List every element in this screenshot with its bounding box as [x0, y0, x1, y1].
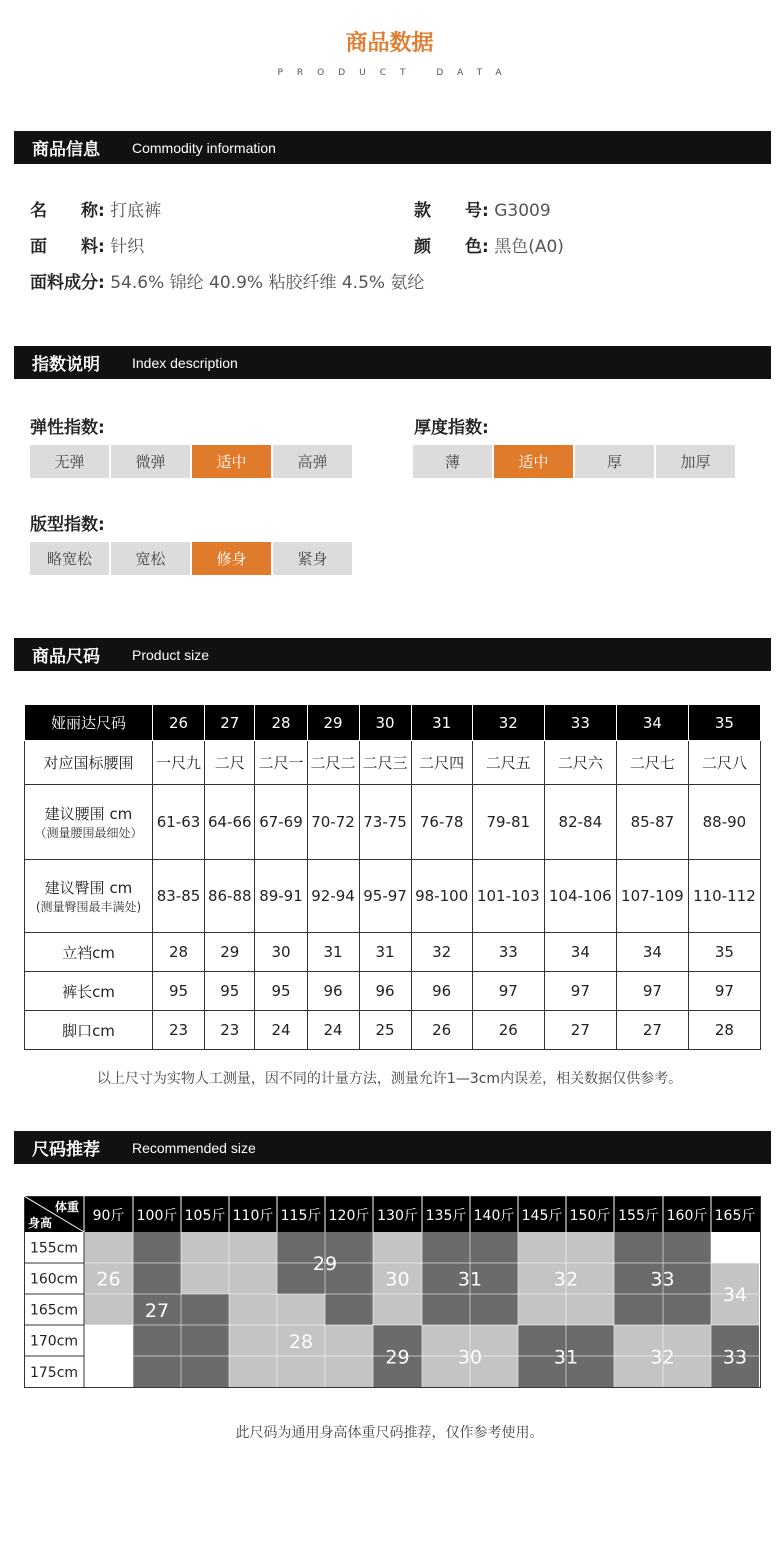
size-cell: 96 — [411, 972, 472, 1011]
weight-header: 90斤 — [92, 1208, 125, 1224]
size-row-label-text: 立裆cm — [62, 943, 115, 962]
size-cell: 79-81 — [472, 785, 544, 860]
size-cell: 27 — [616, 1011, 688, 1050]
region-size-label: 32 — [553, 1268, 579, 1291]
size-cell: 98-100 — [411, 860, 472, 933]
size-cell: 83-85 — [153, 860, 205, 933]
region-size-label: 34 — [722, 1284, 748, 1306]
size-cell: 23 — [205, 1011, 255, 1050]
size-header-cell: 30 — [359, 705, 411, 741]
info-model-label: 款 号: — [414, 201, 489, 221]
size-cell: 二尺五 — [472, 741, 544, 785]
thickness-index-label: 厚度指数: — [414, 418, 489, 438]
size-cell: 34 — [616, 933, 688, 972]
info-color-label: 颜 色: — [414, 237, 489, 257]
corner-weight-label: 体重 — [54, 1200, 80, 1214]
region-size-label: 33 — [722, 1346, 748, 1369]
size-cell: 97 — [616, 972, 688, 1011]
region-size-label: 31 — [553, 1346, 579, 1369]
size-cell: 二尺三 — [359, 741, 411, 785]
info-composition-value: 54.6% 锦纶 40.9% 粘胶纤维 4.5% 氨纶 — [110, 273, 425, 293]
fit-option: 略宽松 — [30, 542, 109, 575]
size-cell: 85-87 — [616, 785, 688, 860]
fit-scale — [30, 542, 352, 575]
size-cell: 26 — [472, 1011, 544, 1050]
info-name-value: 打底裤 — [110, 201, 162, 221]
size-cell: 96 — [307, 972, 359, 1011]
size-cell: 110-112 — [688, 860, 760, 933]
size-cell: 67-69 — [255, 785, 307, 860]
recommend-region — [325, 1294, 373, 1325]
size-cell: 95 — [205, 972, 255, 1011]
size-cell: 107-109 — [616, 860, 688, 933]
fit-option: 宽松 — [111, 542, 190, 575]
weight-header: 155斤 — [618, 1208, 659, 1224]
section-title-en: Recommended size — [132, 1139, 256, 1156]
weight-header: 160斤 — [666, 1208, 708, 1224]
size-header-cell: 35 — [688, 705, 760, 741]
section-bar-info — [14, 131, 771, 164]
size-cell: 24 — [255, 1011, 307, 1050]
size-cell: 29 — [205, 933, 255, 972]
size-cell: 23 — [153, 1011, 205, 1050]
size-cell: 28 — [153, 933, 205, 972]
page-subtitle: PRODUCT DATA — [277, 68, 516, 78]
section-title-zh: 尺码推荐 — [32, 1140, 100, 1160]
size-cell: 一尺九 — [153, 741, 205, 785]
size-table-note: 以上尺寸为实物人工测量，因不同的计量方法，测量允许1—3cm内误差，相关数据仅供参考。 — [96, 1071, 683, 1087]
info-color — [414, 232, 564, 257]
region-size-label: 29 — [312, 1253, 338, 1275]
size-cell: 82-84 — [544, 785, 616, 860]
info-model — [414, 196, 551, 221]
region-size-label: 31 — [457, 1268, 483, 1291]
height-label: 175cm — [29, 1365, 79, 1381]
size-cell: 34 — [544, 933, 616, 972]
size-cell: 二尺七 — [616, 741, 688, 785]
weight-header: 150斤 — [569, 1208, 611, 1224]
size-cell: 89-91 — [255, 860, 307, 933]
weight-header: 105斤 — [184, 1208, 226, 1224]
size-cell: 26 — [411, 1011, 472, 1050]
section-title-en: Product size — [132, 646, 210, 663]
thickness-option: 适中 — [494, 445, 573, 478]
weight-header: 135斤 — [425, 1208, 467, 1224]
size-cell: 70-72 — [307, 785, 359, 860]
size-cell: 32 — [411, 933, 472, 972]
size-row-label — [25, 1011, 153, 1050]
weight-header: 110斤 — [232, 1208, 274, 1224]
size-cell: 28 — [688, 1011, 760, 1050]
size-table-header — [25, 705, 761, 741]
size-cell: 104-106 — [544, 860, 616, 933]
size-header-cell: 32 — [472, 705, 544, 741]
elastic-scale — [30, 445, 352, 478]
size-cell: 31 — [359, 933, 411, 972]
size-cell: 61-63 — [153, 785, 205, 860]
size-cell: 二尺二 — [307, 741, 359, 785]
section-title-zh: 商品信息 — [32, 140, 100, 160]
size-table — [24, 704, 761, 1050]
size-cell: 二尺四 — [411, 741, 472, 785]
size-cell: 97 — [544, 972, 616, 1011]
size-cell: 二尺一 — [255, 741, 307, 785]
size-row-label-text: 脚口cm — [62, 1021, 115, 1040]
section-bar-index — [14, 346, 771, 379]
info-fabric — [30, 232, 144, 257]
thickness-option: 加厚 — [656, 445, 735, 478]
info-name-label: 名 称: — [30, 201, 105, 221]
table-row — [25, 785, 761, 860]
height-label: 170cm — [29, 1333, 79, 1350]
table-row — [25, 860, 761, 933]
size-header-cell: 29 — [307, 705, 359, 741]
size-cell: 97 — [472, 972, 544, 1011]
thickness-option: 薄 — [413, 445, 492, 478]
elastic-option: 无弹 — [30, 445, 109, 478]
info-fabric-value: 针织 — [110, 237, 145, 257]
elastic-option: 高弹 — [273, 445, 352, 478]
fit-option: 修身 — [192, 542, 271, 575]
region-size-label: 26 — [96, 1268, 121, 1291]
size-row-label — [25, 933, 153, 972]
size-header-cell: 28 — [255, 705, 307, 741]
size-row-label-text: 建议腰围 cm — [44, 805, 133, 823]
region-size-label: 30 — [457, 1346, 483, 1369]
recommend-note: 此尺码为通用身高体重尺码推荐，仅作参考使用。 — [235, 1425, 544, 1441]
region-size-label: 33 — [650, 1268, 675, 1291]
table-row — [25, 1011, 761, 1050]
table-row — [25, 933, 761, 972]
size-cell: 31 — [307, 933, 359, 972]
size-cell: 97 — [688, 972, 760, 1011]
size-header-cell: 33 — [544, 705, 616, 741]
size-cell: 92-94 — [307, 860, 359, 933]
region-size-label: 29 — [385, 1346, 410, 1369]
size-row-label — [25, 741, 153, 785]
weight-header: 115斤 — [280, 1208, 322, 1224]
size-header-label: 娅丽达尺码 — [25, 705, 153, 741]
size-row-label-text: 裤长cm — [62, 982, 115, 1001]
height-label: 160cm — [29, 1271, 79, 1288]
thickness-option: 厚 — [575, 445, 654, 478]
size-row-label — [25, 785, 153, 860]
size-row-label — [25, 860, 153, 933]
height-label: 155cm — [29, 1240, 79, 1257]
section-title-en: Commodity information — [132, 139, 276, 156]
size-row-label-text: 对应国标腰围 — [43, 754, 134, 772]
size-cell: 64-66 — [205, 785, 255, 860]
corner-height-label: 身高 — [27, 1216, 53, 1230]
region-size-label: 28 — [288, 1331, 314, 1353]
size-cell: 95-97 — [359, 860, 411, 933]
fit-option: 紧身 — [273, 542, 352, 575]
size-cell: 101-103 — [472, 860, 544, 933]
elastic-option: 微弹 — [111, 445, 190, 478]
table-row — [25, 741, 761, 785]
size-cell: 96 — [359, 972, 411, 1011]
info-color-value: 黑色(A0) — [494, 237, 564, 257]
info-composition-label: 面料成分: — [30, 273, 105, 293]
size-cell: 二尺八 — [688, 741, 760, 785]
weight-header: 100斤 — [136, 1208, 178, 1224]
size-cell: 二尺六 — [544, 741, 616, 785]
thickness-scale — [413, 445, 735, 478]
weight-header: 145斤 — [521, 1208, 563, 1224]
size-cell: 二尺 — [205, 741, 255, 785]
info-name — [30, 196, 161, 221]
info-model-value: G3009 — [494, 201, 551, 221]
table-row — [25, 972, 761, 1011]
size-cell: 33 — [472, 933, 544, 972]
info-composition — [30, 268, 424, 293]
size-recommend-grid — [24, 1196, 761, 1388]
size-cell: 25 — [359, 1011, 411, 1050]
section-title-zh: 指数说明 — [32, 355, 100, 375]
size-cell: 35 — [688, 933, 760, 972]
elastic-option: 适中 — [192, 445, 271, 478]
size-row-note: (测量臀围最丰满处) — [35, 900, 142, 914]
info-fabric-label: 面 料: — [30, 237, 105, 257]
height-label: 165cm — [29, 1302, 79, 1319]
size-cell: 73-75 — [359, 785, 411, 860]
page-title: 商品数据 — [345, 31, 434, 56]
region-size-label: 32 — [650, 1346, 675, 1369]
size-cell: 24 — [307, 1011, 359, 1050]
size-cell: 95 — [255, 972, 307, 1011]
section-title-zh: 商品尺码 — [32, 647, 100, 667]
size-header-cell: 27 — [205, 705, 255, 741]
region-size-label: 27 — [144, 1300, 170, 1322]
fit-index-label: 版型指数: — [30, 515, 105, 535]
weight-header: 140斤 — [473, 1208, 515, 1224]
elastic-index-label: 弹性指数: — [30, 418, 105, 438]
size-row-label-text: 建议臀围 cm — [44, 879, 133, 897]
size-cell: 86-88 — [205, 860, 255, 933]
size-cell: 76-78 — [411, 785, 472, 860]
recommend-region — [181, 1294, 229, 1388]
section-bar-size — [14, 638, 771, 671]
section-bar-recommend — [14, 1131, 771, 1164]
size-cell: 88-90 — [688, 785, 760, 860]
size-cell: 30 — [255, 933, 307, 972]
section-title-en: Index description — [132, 354, 238, 371]
size-cell: 27 — [544, 1011, 616, 1050]
size-cell: 95 — [153, 972, 205, 1011]
weight-header: 165斤 — [714, 1208, 756, 1224]
region-size-label: 30 — [385, 1268, 410, 1291]
size-header-cell: 34 — [616, 705, 688, 741]
size-header-cell: 31 — [411, 705, 472, 741]
size-row-label — [25, 972, 153, 1011]
weight-header: 130斤 — [377, 1208, 418, 1224]
weight-header: 120斤 — [328, 1208, 370, 1224]
size-row-note: （测量腰围最细处） — [34, 826, 143, 840]
size-header-cell: 26 — [153, 705, 205, 741]
